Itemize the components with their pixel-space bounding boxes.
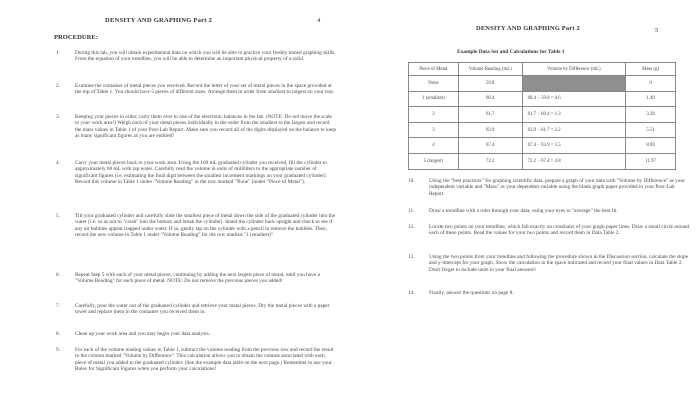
step-text: Locate two points on your trendline, which fall exactly on crosshairs of your graph paper lines. Draw a small circle around each of these points. Read the values for your two points and record them in Data Table 2. [429, 224, 690, 237]
step-number: 9. [56, 347, 60, 353]
mass-cell: 8.69 [626, 138, 676, 154]
reading-cell: 63.9 [458, 122, 522, 138]
step-text: Using the "best practices" for graphing scientific data, prepare a graph of your data with "Volume by Difference" as your independent variable and "Mass" as your dependent variable using the blank graph paper provided in your Post-Lab Report. [429, 178, 685, 197]
step-text: Tilt your graduated cylinder and carefully slide the smallest piece of metal down the side of the graduated cylinder into the water (i.e. so as not to "crash" into the bottom and break the cylinder). Stand the cylinder back upright and check to see if any air bubbles appear trapped under water. If so, gently tap on the cylinder with a pencil to remove the bubbles. Then, record the new volume in Table 1 under "Volume Reading" for the row marked "1 (smallest)". [75, 213, 336, 239]
step-number: 11. [408, 208, 415, 214]
left-page-header: DENSITY AND GRAPHING Part 2 [105, 17, 212, 24]
difference-cell: 72.2 − 67.4 = 4.8 [522, 153, 626, 169]
step-text: Carefully, pour the water out of the graduated cylinder and retrieve your metal pieces. Dry the metal pieces with a paper towel and replace them in the container you received them in. [75, 303, 330, 316]
mass-cell: 0 [626, 76, 676, 92]
step-text: Clean up your work area and you may begin your data analysis. [75, 331, 211, 337]
step-number: 8. [56, 331, 60, 337]
step-number: 14. [408, 290, 415, 296]
step-number: 2. [56, 83, 60, 89]
step-number: 13. [408, 254, 415, 260]
left-page-number: 4 [317, 17, 321, 24]
piece-cell: 3 [409, 122, 459, 138]
mass-cell: 1.49 [626, 91, 676, 107]
table-row [409, 153, 676, 169]
difference-cell: 60.4 − 59.8 = 0.6 [522, 91, 626, 107]
difference-cell: 67.4 − 63.9 = 3.5 [522, 138, 626, 154]
table-row [409, 122, 676, 138]
piece-cell: 5 (largest) [409, 153, 459, 169]
example-data-table [408, 62, 676, 170]
step-text: During this lab, you will obtain experimental data on which you will be able to practice your freshly honed graphing skills. From the equation of your trendline, you will be able to determine an important physical property of a solid. [75, 50, 336, 63]
reading-cell: 59.8 [458, 76, 522, 92]
difference-cell: 63.9 − 61.7 = 2.2 [522, 122, 626, 138]
step-number: 6. [56, 272, 60, 278]
step-text: Examine the container of metal pieces you received. Record the letter of your set of metal pieces in the space provided at the top of Table 1. You should have 5 pieces of different sizes. Arrange them in order from smallest to largest on your tray. [75, 83, 335, 96]
step-text: Draw a trendline with a ruler through your data, using your eyes to "average" the best fit. [429, 208, 618, 214]
reading-cell: 67.4 [458, 138, 522, 154]
example-table-title: Example Data Set and Calculations for Table 1 [457, 49, 565, 55]
step-number: 4. [56, 160, 60, 166]
step-number: 5. [56, 213, 60, 219]
column-header: Volume by Difference (mL) [522, 63, 626, 76]
reading-cell: 72.2 [458, 153, 522, 169]
procedure-heading: PROCEDURE: [54, 34, 98, 41]
piece-cell: 2 [409, 107, 459, 123]
column-header: Piece of Metal [409, 63, 459, 76]
right-page [370, 0, 700, 400]
step-text: Using the two points from your trendline and following the procedure shown in the Discussion section, calculate the slope and y-intercept for your graph. Show the calculation in the space indicated and record your final values in Data Table 2. Don't forget to include units in your final answers! [429, 254, 689, 273]
step-number: 7. [56, 303, 60, 309]
piece-cell: 1 (smallest) [409, 91, 459, 107]
mass-cell: 11.97 [626, 153, 676, 169]
table-row [409, 76, 676, 92]
right-page-header: DENSITY AND GRAPHING Part 2 [476, 25, 580, 32]
step-number: 1. [56, 50, 60, 56]
table-row [409, 91, 676, 107]
table-header-row [409, 63, 676, 76]
column-header: Mass (g) [626, 63, 676, 76]
mass-cell: 5.51 [626, 122, 676, 138]
step-number: 12. [408, 224, 415, 230]
mass-cell: 3.28 [626, 107, 676, 123]
reading-cell: 60.4 [458, 91, 522, 107]
table-row [409, 107, 676, 123]
step-text: Finally, answer the questions on page 8. [429, 290, 514, 296]
step-text: For each of the volume reading values in Table 1, subtract the volume reading from the previous row and record the result in the column marked "Volume by Difference". This calculation allows you to obtain the volume associated with each piece of metal you added to the graduated cylinder. (See the example data table on the next page.) Remember to use your Rules for Significant Figures when you perform your calculations! [75, 347, 334, 373]
piece-cell: None [409, 76, 459, 92]
piece-cell: 4 [409, 138, 459, 154]
step-text: Repeat Step 5 with each of your metal pieces, continuing by adding the next largest piece of metal, until you have a "Volume Reading" for each piece of metal. NOTE: Do not remove the previous pieces you added! [75, 272, 320, 285]
table-row [409, 138, 676, 154]
difference-cell: 61.7 − 60.4 = 1.3 [522, 107, 626, 123]
step-text: Keeping your pieces in order, carry them over to one of the electronic balances in the lab. (NOTE: Do not move the scale to your work area!) Weigh each of your metal pieces individually in the order from the smallest to the largest and record the mass values in Table 1 of your Post-Lab Report. Make sure you record all of the digits displayed on the balance to keep as many significant figures as you are entitled! [75, 114, 337, 140]
step-number: 10. [408, 178, 415, 184]
difference-cell-shaded [522, 76, 626, 92]
reading-cell: 61.7 [458, 107, 522, 123]
step-number: 3. [56, 114, 60, 120]
right-page-number: 5 [655, 27, 659, 34]
column-header: Volume Reading (mL) [458, 63, 522, 76]
step-text: Carry your metal pieces back to your work area. Using the 100 mL graduated cylinder you received, fill the cylinder to approximately 60 mL with tap water. Carefully read the volume in units of milliliters to the appropriate number of significant figures (i.e. estimating the final digit between the smallest increment markings on your graduated cylinder). Record this volume in Table 1 under "Volume Reading" in the row marked "None" (under "Piece of Metal"). [75, 160, 327, 186]
